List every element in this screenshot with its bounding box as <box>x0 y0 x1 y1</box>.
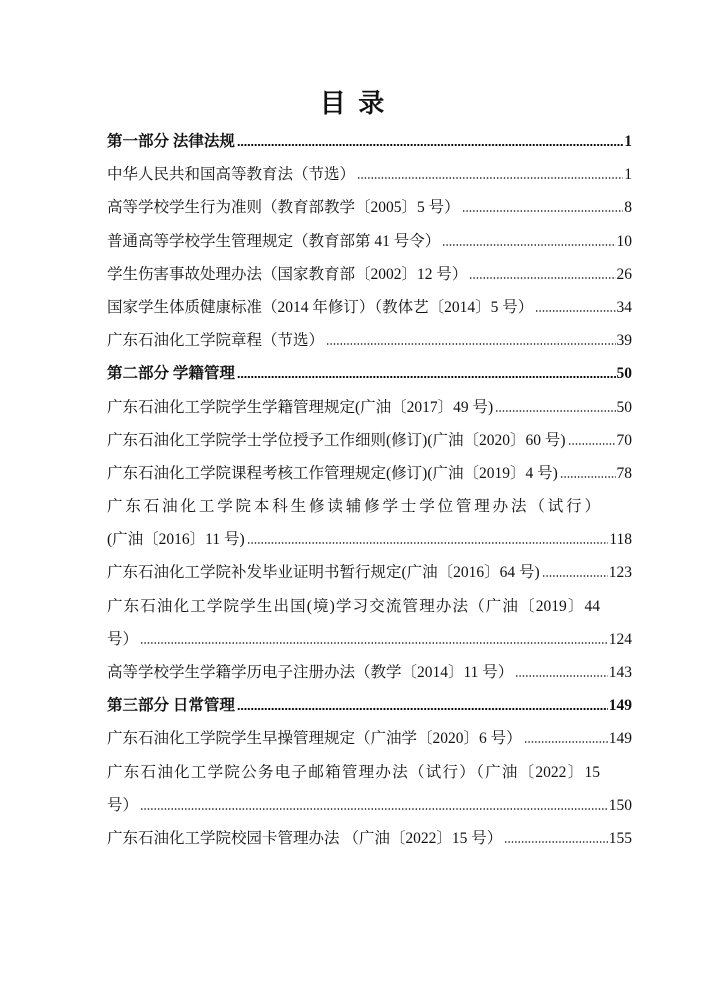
toc-entry-title: 号） <box>107 796 139 814</box>
toc-entry-title-line1: 广东石油化工学院公务电子邮箱管理办法（试行）（广油〔2022〕15 <box>107 763 600 781</box>
toc-page-number: 124 <box>608 630 632 648</box>
toc-section-title: 第二部分 学籍管理 <box>107 365 235 383</box>
toc-entry-title: 普通高等学校学生管理规定（教育部第 41 号令） <box>107 232 441 250</box>
toc-entry-title: 广东石油化工学院补发毕业证明书暂行规定(广油〔2016〕64 号) <box>107 564 540 582</box>
toc-leader-dots <box>247 542 609 544</box>
toc-page-number: 26 <box>616 265 632 283</box>
toc-leader-dots <box>237 144 623 146</box>
toc-entry[interactable] <box>107 391 632 424</box>
toc-leader-dots <box>357 177 623 179</box>
toc-leader-dots <box>462 210 624 212</box>
toc-leader-dots <box>542 575 608 577</box>
toc-entry-title: 学生伤害事故处理办法（国家教育部〔2002〕12 号） <box>107 265 468 283</box>
toc-entry-title: 广东石油化工学院学士学位授予工作细则(修订)(广油〔2020〕60 号) <box>107 431 566 449</box>
toc-page-number: 39 <box>616 332 632 350</box>
toc-page-number: 1 <box>624 133 632 150</box>
toc-entry-title-line1: 广东石油化工学院本科生修读辅修学士学位管理办法（试行） <box>107 498 600 516</box>
toc-entry[interactable] <box>107 424 632 457</box>
toc-page-number: 143 <box>608 664 632 681</box>
toc-section-title: 第一部分 法律法规 <box>107 133 235 150</box>
toc-section-heading[interactable] <box>107 689 632 722</box>
toc-entry-title: 号） <box>107 630 139 648</box>
toc-page-number: 149 <box>608 730 632 748</box>
toc-leader-dots <box>504 841 607 843</box>
toc-entry[interactable] <box>107 756 632 822</box>
toc-page-number: 10 <box>616 232 632 250</box>
toc-leader-dots <box>524 741 608 743</box>
toc-leader-dots <box>326 343 615 345</box>
toc-page-number: 155 <box>608 829 632 847</box>
toc-leader-dots <box>237 376 616 378</box>
toc-page-number: 8 <box>624 199 632 217</box>
toc-entry-title: 广东石油化工学院课程考核工作管理规定(修订)(广油〔2019〕4 号) <box>107 464 558 482</box>
toc-entry-title: 国家学生体质健康标准（2014 年修订）（教体艺〔2014〕5 号） <box>107 298 534 316</box>
toc-section-title: 第三部分 日常管理 <box>107 697 235 715</box>
toc-page-number: 78 <box>616 464 632 482</box>
toc-entry[interactable] <box>107 490 632 556</box>
table-of-contents <box>107 125 632 855</box>
toc-entry[interactable] <box>107 556 632 589</box>
toc-page-number: 50 <box>616 398 632 416</box>
toc-entry[interactable] <box>107 291 632 324</box>
toc-entry[interactable] <box>107 158 632 191</box>
toc-entry-title: 中华人民共和国高等教育法（节选） <box>107 166 356 184</box>
page-title: 目 录 <box>319 89 388 118</box>
toc-section-heading[interactable] <box>107 357 632 390</box>
toc-page-number: 123 <box>608 564 632 582</box>
toc-leader-dots <box>560 476 616 478</box>
toc-leader-dots <box>515 675 607 677</box>
toc-section-heading[interactable] <box>107 125 632 158</box>
toc-entry-title: 高等学校学生学籍学历电子注册办法（教学〔2014〕11 号） <box>107 664 514 681</box>
toc-page-number: 149 <box>608 697 632 715</box>
toc-leader-dots <box>469 277 615 279</box>
toc-entry[interactable] <box>107 656 632 689</box>
toc-leader-dots <box>568 443 616 445</box>
toc-entry[interactable] <box>107 722 632 755</box>
toc-entry[interactable] <box>107 258 632 291</box>
toc-entry-title-line1: 广东石油化工学院学生出国(境)学习交流管理办法（广油〔2019〕44 <box>107 597 600 615</box>
toc-entry[interactable] <box>107 191 632 224</box>
toc-leader-dots <box>140 808 608 810</box>
toc-entry[interactable] <box>107 457 632 490</box>
toc-leader-dots <box>442 244 615 246</box>
toc-entry-continuation <box>107 523 632 556</box>
toc-leader-dots <box>237 708 608 710</box>
toc-entry[interactable] <box>107 324 632 357</box>
toc-leader-dots <box>535 310 615 312</box>
toc-entry[interactable] <box>107 590 632 656</box>
toc-page-number: 118 <box>609 531 632 549</box>
toc-entry-continuation <box>107 789 632 822</box>
toc-entry-continuation <box>107 623 632 656</box>
toc-entry-title: 广东石油化工学院学生早操管理规定（广油学〔2020〕6 号） <box>107 730 522 748</box>
toc-entry-title: 广东石油化工学院学生学籍管理规定(广油〔2017〕49 号) <box>107 398 494 416</box>
toc-page-number: 150 <box>608 796 632 814</box>
toc-page-number: 34 <box>616 298 632 316</box>
toc-page-number: 1 <box>624 166 632 184</box>
toc-entry-title: 广东石油化工学院校园卡管理办法 （广油〔2022〕15 号） <box>107 829 503 847</box>
toc-entry-title: (广油〔2016〕11 号) <box>107 531 245 549</box>
toc-entry[interactable] <box>107 225 632 258</box>
toc-entry[interactable] <box>107 822 632 855</box>
toc-page-number: 70 <box>616 431 632 449</box>
toc-leader-dots <box>495 410 615 412</box>
toc-page-number: 50 <box>616 365 632 383</box>
toc-entry-title: 广东石油化工学院章程（节选） <box>107 332 325 350</box>
toc-leader-dots <box>140 642 608 644</box>
toc-entry-title: 高等学校学生行为准则（教育部教学〔2005〕5 号） <box>107 199 460 217</box>
